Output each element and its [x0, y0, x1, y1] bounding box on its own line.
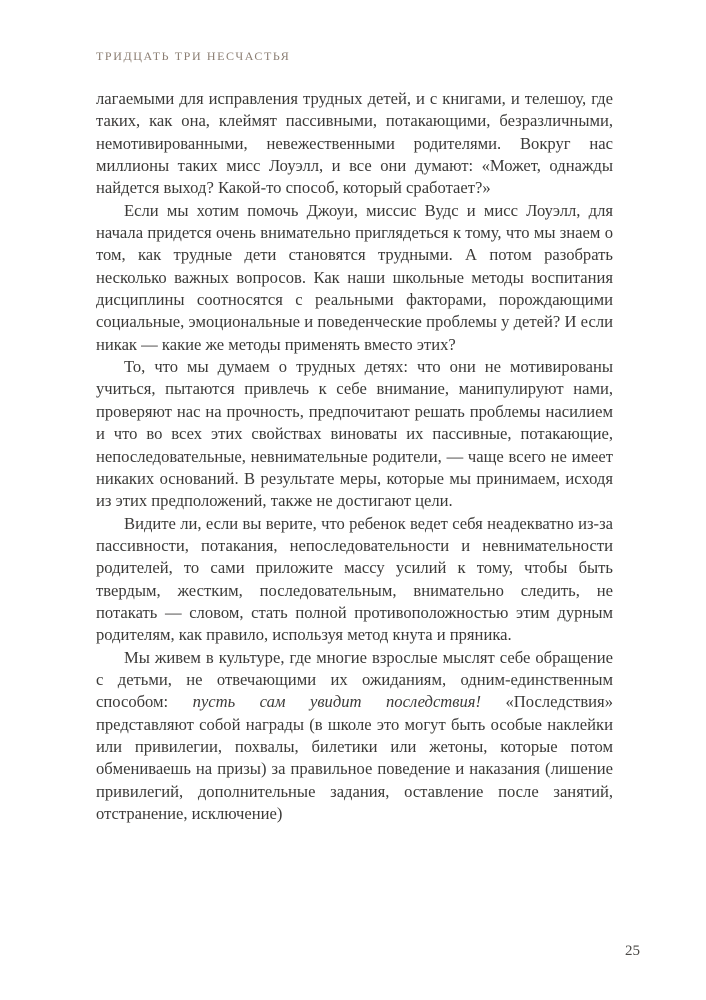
body-text: лагаемыми для исправления трудных детей, и с книгами, и телешоу, где таких, как она, клеймят пассивными, потакающими, безразличными, немотивированными, невежественными родителями. Вокруг нас миллионы таких мисс Лоуэлл, и все они думают: «Может, однажды найдется выход? Какой-то способ, который сработает?» — [96, 89, 613, 198]
body-text: То, что мы думаем о трудных детях: что они не мотивированы учиться, пытаются привлечь к себе внимание, манипулируют нами, проверяют нас на прочность, предпочитают решать проблемы насилием и что во всех этих свойствах виноваты их пассивные, потакающие, непоследовательные, невнимательные родители, — чаще всего не имеет никаких оснований. В результате меры, которые мы принимаем, исходя из этих предположений, также не достигают цели. — [96, 357, 613, 511]
body-text: Если мы хотим помочь Джоуи, миссис Вудс и мисс Лоуэлл, для начала придется очень внимательно приглядеться к тому, что мы знаем о том, как трудные дети становятся трудными. А потом разобрать несколько важных вопросов. Как наши школьные методы воспитания дисциплины соотносятся с реальными факторами, порождающими социальные, эмоциональные и поведенческие проблемы у детей? И если никак — какие же методы применять вместо этих? — [96, 200, 613, 354]
paragraph — [96, 647, 613, 826]
body-text: «Последствия» представляют собой награды (в школе это могут быть особые наклейки или привилегии, похвалы, билетики или жетоны, которые потом обмениваешь на призы) за правильное поведение и наказания (лишение привилегий, дополнительные задания, оставление после занятий, отстранение, исключение) — [96, 692, 613, 823]
body-text: Видите ли, если вы верите, что ребенок ведет себя неадекватно из-за пассивности, потакания, непоследовательности и невнимательности родителей, то сами приложите массу усилий к тому, чтобы быть твердым, жестким, последовательным, внимательно следить, не потакать — словом, стать полной противоположностью этим дурным родителям, как правило, используя метод кнута и пряника. — [96, 513, 613, 645]
paragraph — [96, 200, 613, 356]
emphasized-text: пусть сам увидит последствия! — [192, 692, 482, 712]
paragraph — [96, 513, 613, 647]
body-text: Мы живем в культуре, где многие взрослые мыслят себе обращение с детьми, не отвечающими их ожиданиям, одним-единственным способом: — [96, 647, 613, 712]
running-header: ТРИДЦАТЬ ТРИ НЕСЧАСТЬЯ — [96, 49, 291, 63]
paragraph — [96, 88, 613, 200]
paragraphs-container — [96, 88, 613, 825]
paragraph — [96, 356, 613, 512]
page-number: 25 — [625, 943, 640, 959]
